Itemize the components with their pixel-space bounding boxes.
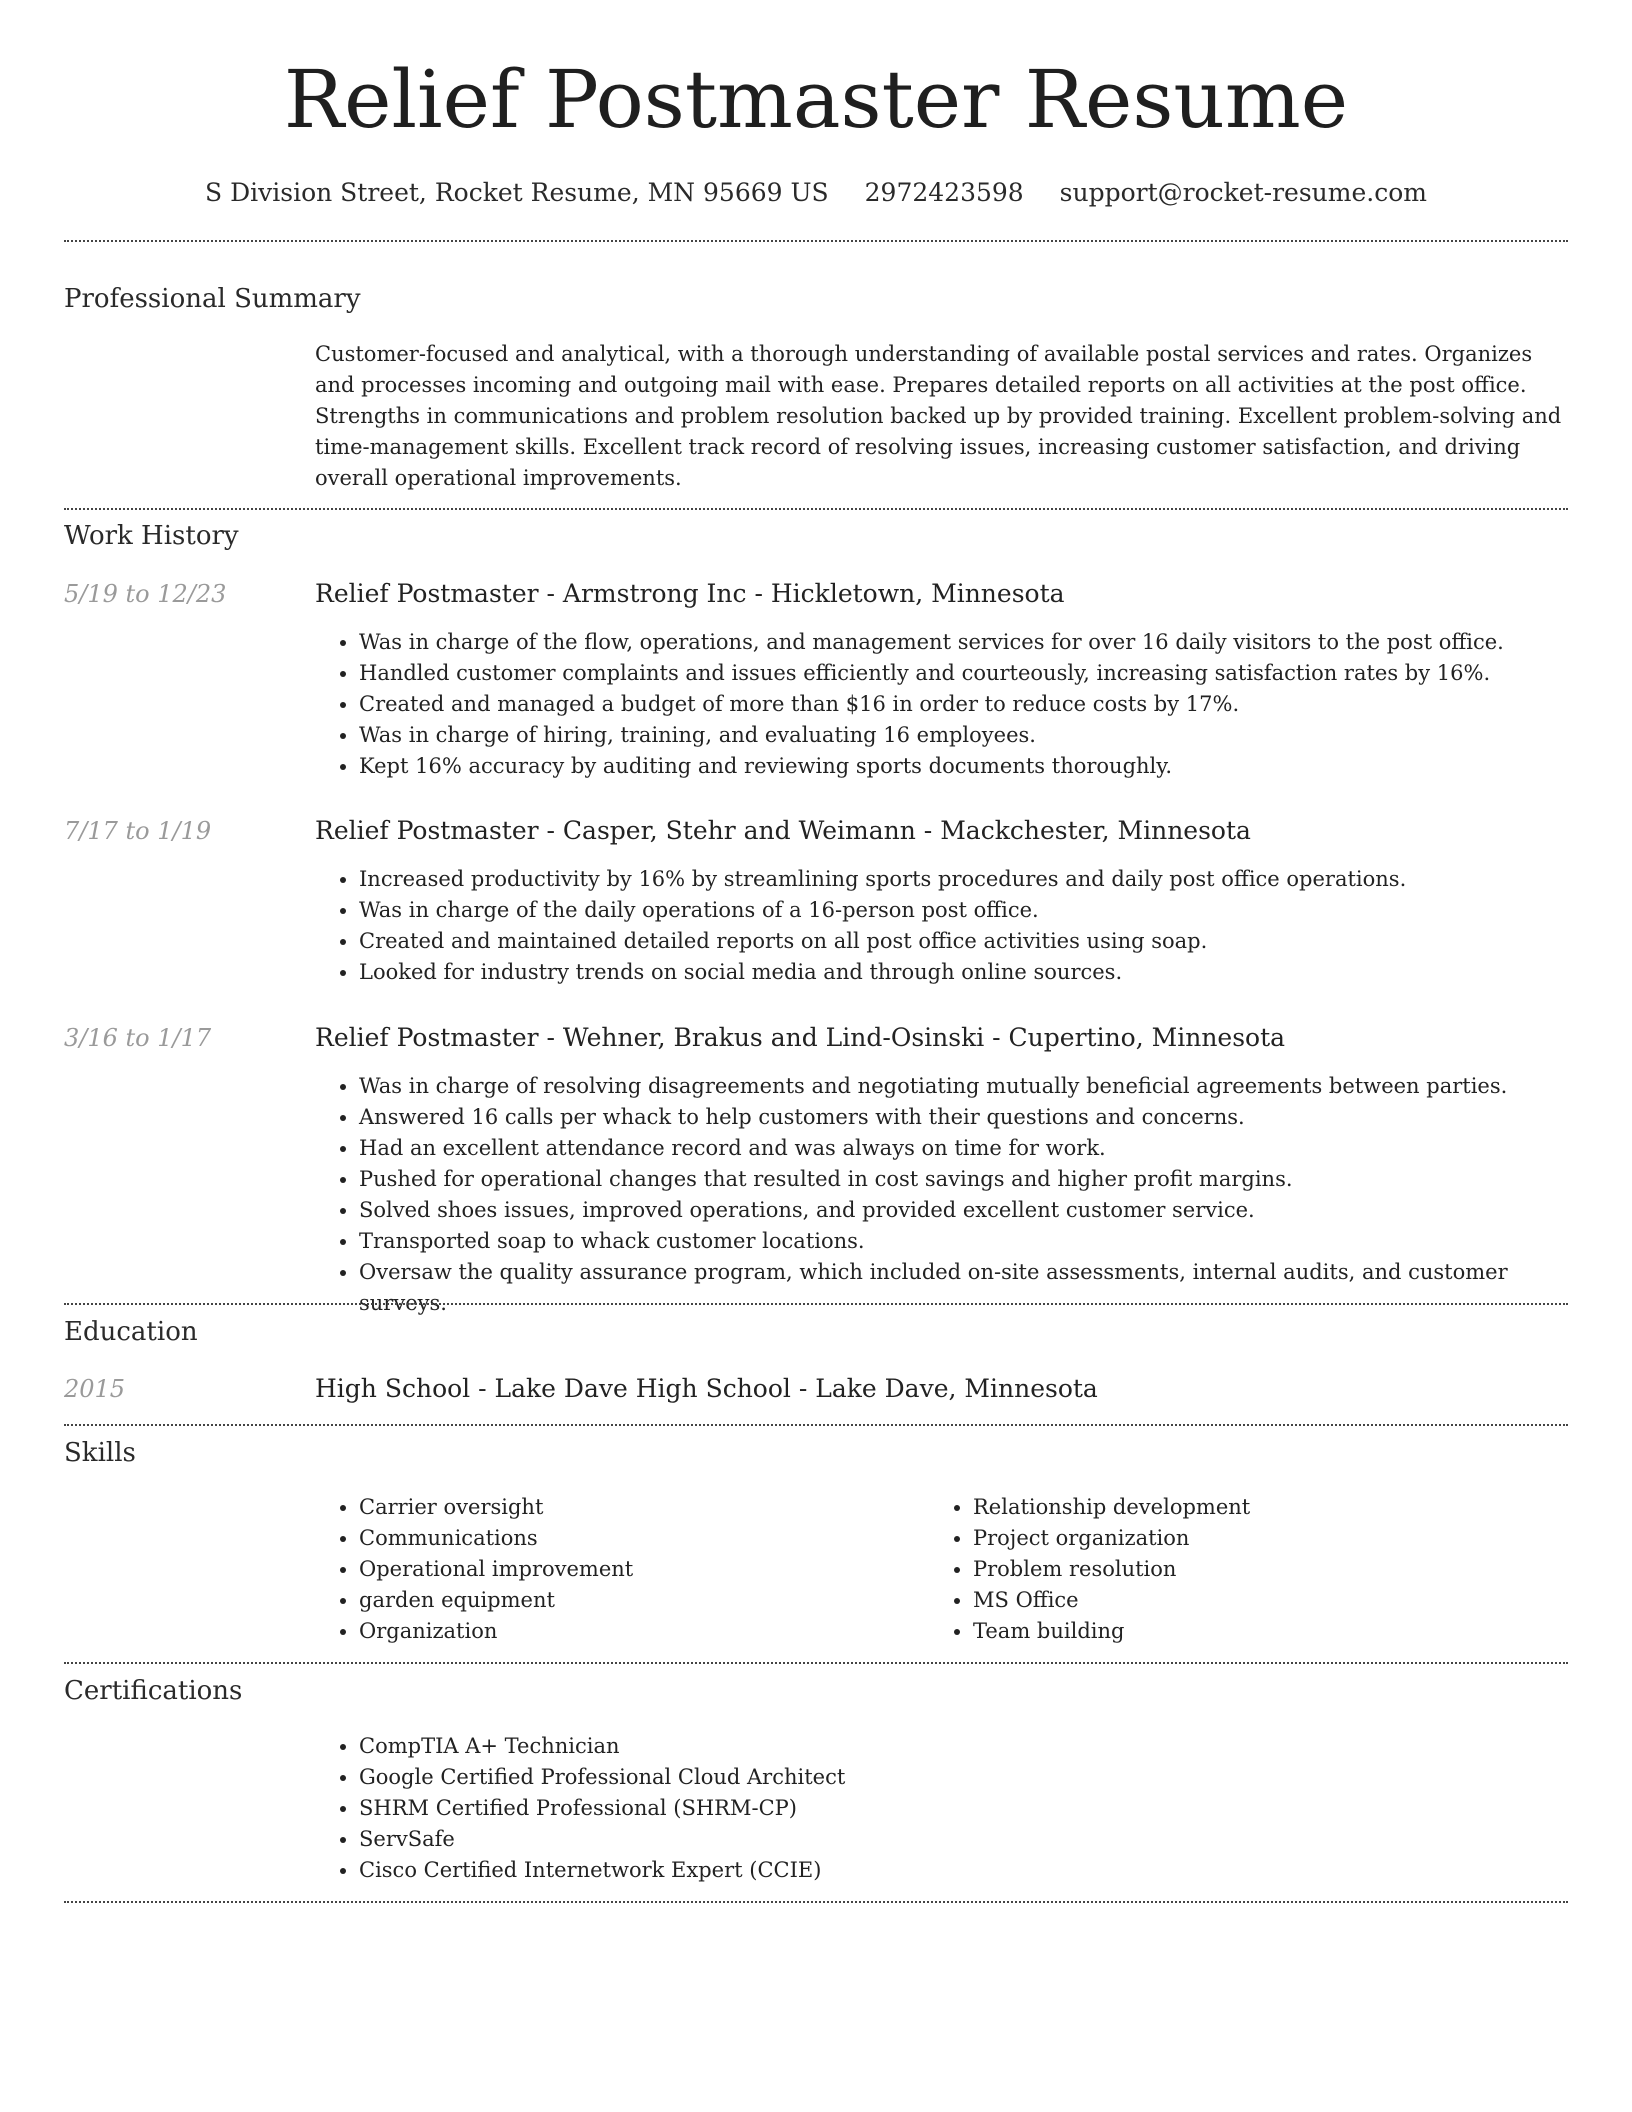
skills-list-right [929,1492,1250,1647]
list-item: • MS Office [973,1585,1250,1616]
list-item: • garden equipment [359,1585,633,1616]
job-title: Relief Postmaster - Armstrong Inc - Hickletown, Minnesota [315,579,1065,608]
skills-heading: Skills [64,1438,136,1468]
list-item: • Google Certified Professional Cloud Architect [359,1762,845,1793]
job-bullets [315,627,1504,782]
list-item: • Created and maintained detailed reports on all post office activities using soap. [359,926,1406,957]
list-item: • Answered 16 calls per whack to help customers with their questions and concerns. [359,1102,1568,1133]
skills-list-left [315,1492,633,1647]
contact-line [64,178,1568,208]
summary-text: Customer-focused and analytical, with a thorough understanding of available postal services and rates. Organizes and processes incoming and outgoing mail with ease. Prepares detailed reports on all activities at the post office. Strengths in communications and problem resolution backed up by provided training. Excellent problem-solving and time-management skills. Excellent track record of resolving issues, increasing customer satisfaction, and driving overall operational improvements. [315,342,1562,490]
list-item: • Project organization [973,1523,1250,1554]
list-item: • Cisco Certified Internetwork Expert (CCIE) [359,1855,845,1886]
list-item: • Team building [973,1616,1250,1647]
list-item: • Carrier oversight [359,1492,633,1523]
summary-heading: Professional Summary [64,284,361,314]
list-item: • Looked for industry trends on social media and through online sources. [359,957,1406,988]
job-dates: 3/16 to 1/17 [64,1024,212,1052]
list-item: • Increased productivity by 16% by streamlining sports procedures and daily post office operations. [359,864,1406,895]
section-divider [64,1662,1568,1664]
job-title: Relief Postmaster - Wehner, Brakus and Lind-Osinski - Cupertino, Minnesota [315,1023,1286,1052]
list-item: • Transported soap to whack customer locations. [359,1226,1568,1257]
list-item: • Pushed for operational changes that resulted in cost savings and higher profit margins. [359,1164,1568,1195]
job-bullets [315,864,1406,988]
job-title: Relief Postmaster - Casper, Stehr and Weimann - Mackchester, Minnesota [315,816,1251,845]
list-item: • Was in charge of resolving disagreements and negotiating mutually beneficial agreements between parties. [359,1071,1568,1102]
list-item: • Problem resolution [973,1554,1250,1585]
certifications-list [315,1731,845,1886]
section-divider [64,1424,1568,1426]
list-item: • Operational improvement [359,1554,633,1585]
education-heading: Education [64,1317,198,1347]
list-item: • Solved shoes issues, improved operations, and provided excellent customer service. [359,1195,1568,1226]
list-item: • Organization [359,1616,633,1647]
contact-email: support@rocket-resume.com [1059,178,1427,207]
education-year: 2015 [64,1375,126,1403]
job-bullets [315,1071,1568,1319]
list-item: • Was in charge of hiring, training, and evaluating 16 employees. [359,720,1504,751]
list-item: • Created and managed a budget of more than $16 in order to reduce costs by 17%. [359,689,1504,720]
list-item: • ServSafe [359,1824,845,1855]
resume-name: Relief Postmaster Resume [283,53,1349,146]
contact-phone: 2972423598 [864,178,1024,207]
section-divider [64,1901,1568,1903]
job-dates: 7/17 to 1/19 [64,817,212,845]
list-item: • SHRM Certified Professional (SHRM-CP) [359,1793,845,1824]
resume-page [64,0,1568,2112]
list-item: • Was in charge of the daily operations of a 16-person post office. [359,895,1406,926]
section-divider [64,1303,1568,1305]
resume-header [64,50,1568,208]
list-item: • CompTIA A+ Technician [359,1731,845,1762]
list-item: • Was in charge of the flow, operations, and management services for over 16 daily visitors to the post office. [359,627,1504,658]
work-history-heading: Work History [64,521,239,551]
job-dates: 5/19 to 12/23 [64,580,227,608]
list-item: • Communications [359,1523,633,1554]
list-item: • Oversaw the quality assurance program, which included on-site assessments, internal audits, and customer surveys. [359,1257,1568,1319]
contact-address: S Division Street, Rocket Resume, MN 95669 US [205,178,829,207]
education-entry: High School - Lake Dave High School - Lake Dave, Minnesota [315,1374,1098,1403]
section-divider [64,508,1568,510]
section-divider [64,240,1568,242]
list-item: • Had an excellent attendance record and was always on time for work. [359,1133,1568,1164]
certifications-heading: Certifications [64,1676,243,1706]
list-item: • Relationship development [973,1492,1250,1523]
list-item: • Handled customer complaints and issues efficiently and courteously, increasing satisfaction rates by 16%. [359,658,1504,689]
list-item: • Kept 16% accuracy by auditing and reviewing sports documents thoroughly. [359,751,1504,782]
